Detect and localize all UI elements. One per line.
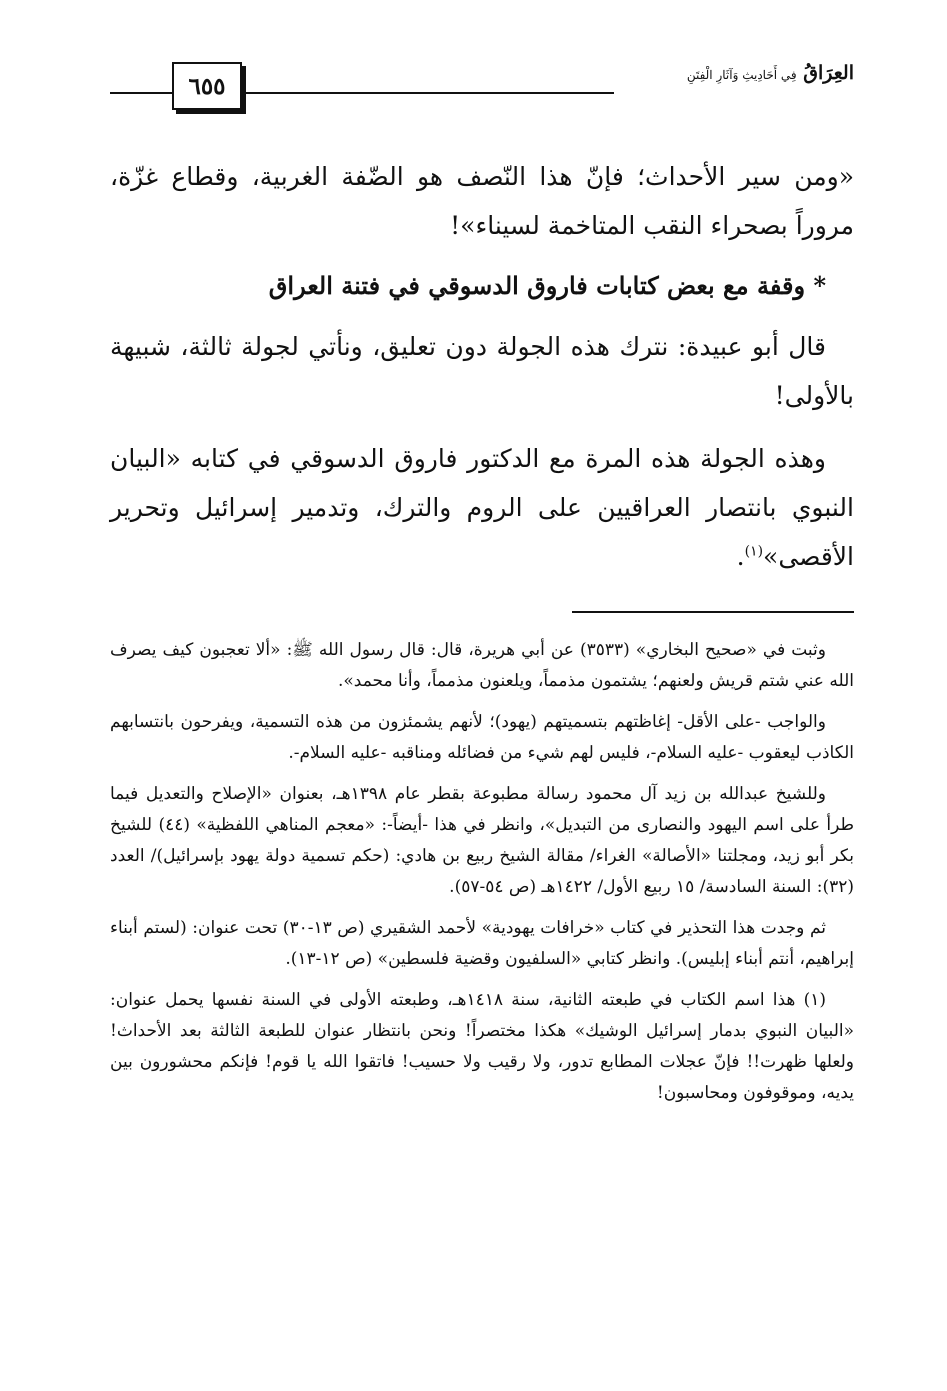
footnote-bukhari: وثبت في «صحيح البخاري» (٣٥٣٣) عن أبي هريرة، قال: قال رسول الله ﷺ: «ألا تعجبون كيف يصرف الله عني شتم قريش ولعنهم؛ يشتمون مذمماً، ويلعنون مذمماً، وأنا محمد».	[110, 640, 854, 691]
footnote-duty: والواجب -على الأقل- إغاظتهم بتسميتهم (يهود)؛ لأنهم يشمئزون من هذه التسمية، ويفرحون بانتسابهم الكاذب ليعقوب -عليه السلام-، فليس لهم شيء من فضائله ومناقبه -عليه السلام-.	[110, 712, 854, 763]
running-header	[110, 58, 854, 120]
footnote-sheikh-abdullah: وللشيخ عبدالله بن زيد آل محمود رسالة مطبوعة بقطر عام ١٣٩٨هـ، بعنوان «الإصلاح والتعديل فيما طرأ على اسم اليهود والنصارى من التبديل»، وانظر في هذا -أيضاً-: «معجم المناهي اللفظية» (٤٤) للشيخ بكر أبو زيد، ومجلتنا «الأصالة» الغراء/ مقالة الشيخ ربيع بن هادي: (حكم تسمية دولة يهود بإسرائيل)/ العدد (٣٢): السنة السادسة/ ١٥ ربيع الأول/ ١٤٢٢هـ (ص ٥٤-٥٧).	[110, 784, 854, 897]
footnote-shuqairi: ثم وجدت هذا التحذير في كتاب «خرافات يهودية» لأحمد الشقيري (ص ١٣-٣٠) تحت عنوان: (لستم أبناء إبراهيم، أنتم أبناء إبليس). وانظر كتابي «السلفيون وقضية فلسطين» (ص ١٢-١٣).	[110, 918, 854, 969]
page-body	[110, 152, 854, 1119]
paragraph-book-title-text: وهذه الجولة هذه المرة مع الدكتور فاروق الدسوقي في كتابه «البيان النبوي بانتصار العراقيين على الروم والترك، وتدمير إسرائيل وتحرير الأقصى»	[110, 444, 854, 571]
page-number: ٦٥٥	[188, 72, 226, 100]
paragraph-end-dot: .	[736, 542, 745, 571]
paragraph-abu-ubaida: قال أبو عبيدة: نترك هذه الجولة دون تعليق، ونأتي لجولة ثالثة، شبيهة بالأولى!	[110, 332, 854, 410]
section-heading: * وقفة مع بعض كتابات فاروق الدسوقي في فتنة العراق	[268, 271, 826, 300]
header-rule-middle	[244, 92, 614, 94]
footnote-separator	[572, 611, 854, 613]
paragraph-book-title	[110, 434, 854, 581]
page-number-box	[172, 62, 242, 110]
book-title	[687, 62, 854, 98]
book-title-main: العِرَاقُ	[803, 62, 854, 84]
footnote-ref-1: (١)	[744, 543, 764, 560]
header-rule-left	[110, 92, 172, 94]
footnote-1: (١) هذا اسم الكتاب في طبعته الثانية، سنة ١٤١٨هـ، وطبعته الأولى في السنة نفسها يحمل عنوان: «البيان النبوي بدمار إسرائيل الوشيك» هكذا مختصراً! ونحن بانتظار عنوان للطبعة الثالثة بعد الأحداث! ولعلها ظهرت!! فإنّ عجلات المطابع تدور، ولا رقيب ولا حسيب! فاتقوا الله يا قوم! فإنكم محشورون بين يديه، وموقوفون ومحاسبون!	[110, 990, 854, 1103]
footnotes	[110, 635, 854, 1109]
book-title-sub: فِي أَحَادِيثِ وَآثَارِ الْفِتَنِ	[686, 68, 797, 82]
paragraph-quote: «ومن سير الأحداث؛ فإنّ هذا النّصف هو الضّفة الغربية، وقطاع غزّة، مروراً بصحراء النقب المتاخمة لسيناء»!	[110, 162, 854, 240]
